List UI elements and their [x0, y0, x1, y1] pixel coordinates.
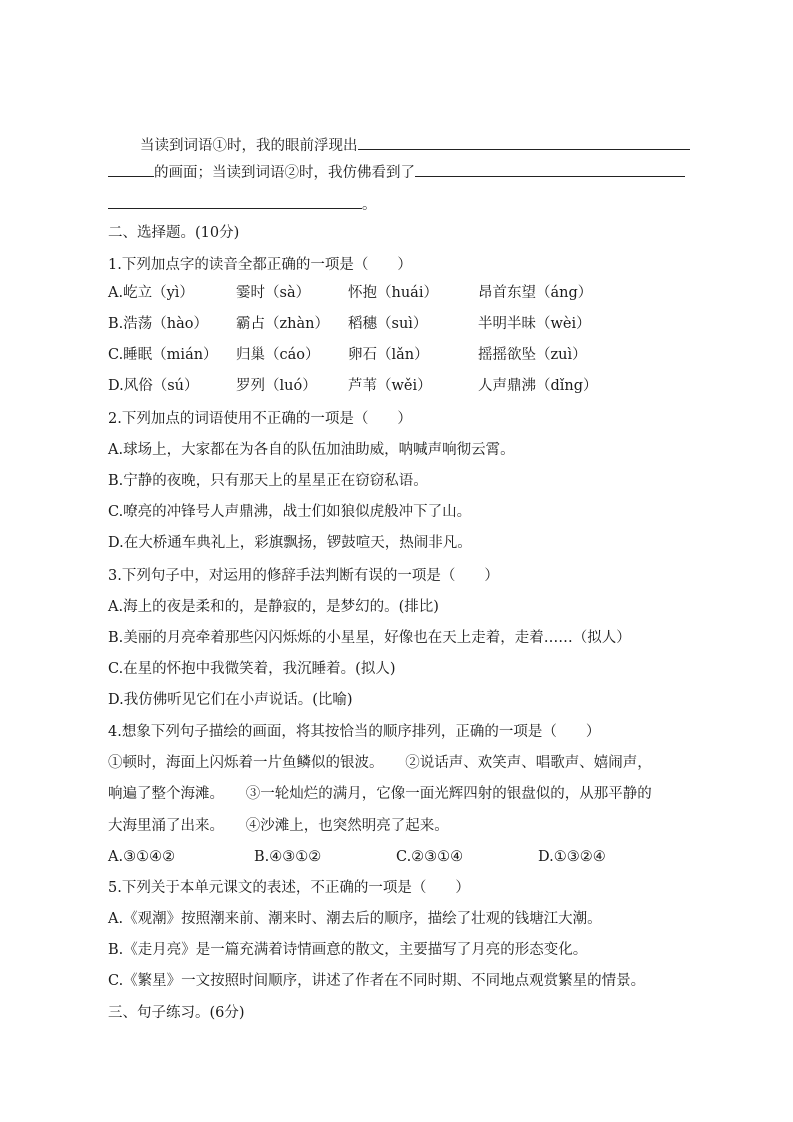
q1-b-word-3: 稻穗（suì） [348, 316, 428, 332]
q1-d-word-4: 人声鼎沸（dǐng） [478, 378, 598, 394]
q1-c-word-3: 卵石（lǎn） [348, 347, 429, 363]
q3-stem: 3.下列句子中，对运用的修辞手法判断有误的一项是（ ） [108, 568, 499, 584]
q1-option-b[interactable] [108, 313, 717, 335]
q4-option-d[interactable]: D.①③②④ [538, 849, 606, 865]
q1-b-word-1: B.浩荡（hào） [108, 316, 208, 332]
q2-stem: 2.下列加点的词语使用不正确的一项是（ ） [108, 411, 412, 427]
q2-option-d[interactable]: D.在大桥通车典礼上，彩旗飘扬，锣鼓喧天，热闹非凡。 [108, 535, 472, 551]
fill-text-3: 。 [362, 197, 377, 213]
fill-text-2: 的画面；当读到词语②时，我仿佛看到了 [154, 165, 415, 181]
fill-line-1 [140, 133, 717, 155]
q5-option-b[interactable]: B.《走月亮》是一篇充满着诗情画意的散文，主要描写了月亮的形态变化。 [108, 942, 588, 958]
q4-option-b[interactable]: B.④③①② [254, 849, 322, 865]
q4-stem: 4.想象下列句子描绘的画面，将其按恰当的顺序排列，正确的一项是（ ） [108, 724, 601, 740]
q1-a-word-1: A.屹立（yì） [108, 285, 194, 301]
q1-c-word-1: C.睡眠（mián） [108, 347, 218, 363]
q3-option-d[interactable]: D.我仿佛听见它们在小声说话。(比喻) [108, 692, 353, 708]
q3-option-a[interactable]: A.海上的夜是柔和的，是静寂的，是梦幻的。(排比) [108, 599, 439, 615]
q4-options-row [108, 846, 717, 868]
q1-b-word-2: 霸占（zhàn） [236, 316, 329, 332]
q1-d-word-1: D.风俗（sú） [108, 378, 199, 394]
q4-option-c[interactable]: C.②③①④ [396, 849, 464, 865]
answer-blank-4[interactable] [108, 192, 362, 209]
fill-line-2 [108, 160, 717, 182]
q1-option-a[interactable] [108, 282, 717, 304]
q4-passage-line-2: 响遍了整个海滩。 ③一轮灿烂的满月，它像一面光辉四射的银盘似的，从那平静的 [108, 786, 652, 802]
q1-option-d[interactable] [108, 375, 717, 397]
q2-option-c[interactable]: C.嘹亮的冲锋号人声鼎沸，战士们如狼似虎般冲下了山。 [108, 504, 472, 520]
q1-a-word-2: 霎时（sà） [236, 285, 311, 301]
q1-a-word-4: 昂首东望（áng） [478, 285, 593, 301]
q5-option-c[interactable]: C.《繁星》一文按照时间顺序，讲述了作者在不同时期、不同地点观赏繁星的情景。 [108, 973, 646, 989]
q1-c-word-2: 归巢（cáo） [236, 347, 320, 363]
q1-d-word-2: 罗列（luó） [236, 378, 317, 394]
q3-option-c[interactable]: C.在星的怀抱中我微笑着，我沉睡着。(拟人) [108, 661, 396, 677]
section-3-title: 三、句子练习。(6分) [108, 1005, 245, 1021]
section-2-title: 二、选择题。(10分) [108, 225, 240, 241]
q1-c-word-4: 摇摇欲坠（zuì） [478, 347, 587, 363]
q3-option-b[interactable]: B.美丽的月亮牵着那些闪闪烁烁的小星星，好像也在天上走着，走着……（拟人） [108, 630, 631, 646]
q4-passage-line-3: 大海里涌了出来。 ④沙滩上，也突然明亮了起来。 [108, 818, 449, 834]
q4-passage-line-1: ①顿时，海面上闪烁着一片鱼鳞似的银波。 ②说话声、欢笑声、唱歌声、嬉闹声， [108, 755, 652, 771]
answer-blank-2[interactable] [108, 160, 154, 177]
q1-stem: 1.下列加点字的读音全都正确的一项是（ ） [108, 257, 412, 273]
q1-a-word-3: 怀抱（huái） [348, 285, 438, 301]
answer-blank-1[interactable] [358, 133, 690, 150]
answer-blank-3[interactable] [415, 160, 685, 177]
fill-text-1: 当读到词语①时，我的眼前浮现出 [140, 138, 358, 154]
q1-option-c[interactable] [108, 344, 717, 366]
q5-option-a[interactable]: A.《观潮》按照潮来前、潮来时、潮去后的顺序，描绘了壮观的钱塘江大潮。 [108, 911, 602, 927]
q1-d-word-3: 芦苇（wěi） [348, 378, 432, 394]
q4-option-a[interactable]: A.③①④② [108, 849, 176, 865]
q5-stem: 5.下列关于本单元课文的表述，不正确的一项是（ ） [108, 880, 470, 896]
fill-line-3 [108, 192, 717, 214]
q1-b-word-4: 半明半昧（wèi） [478, 316, 591, 332]
q2-option-b[interactable]: B.宁静的夜晚，只有那天上的星星正在窃窃私语。 [108, 473, 428, 489]
q2-option-a[interactable]: A.球场上，大家都在为各自的队伍加油助威，呐喊声响彻云霄。 [108, 442, 515, 458]
